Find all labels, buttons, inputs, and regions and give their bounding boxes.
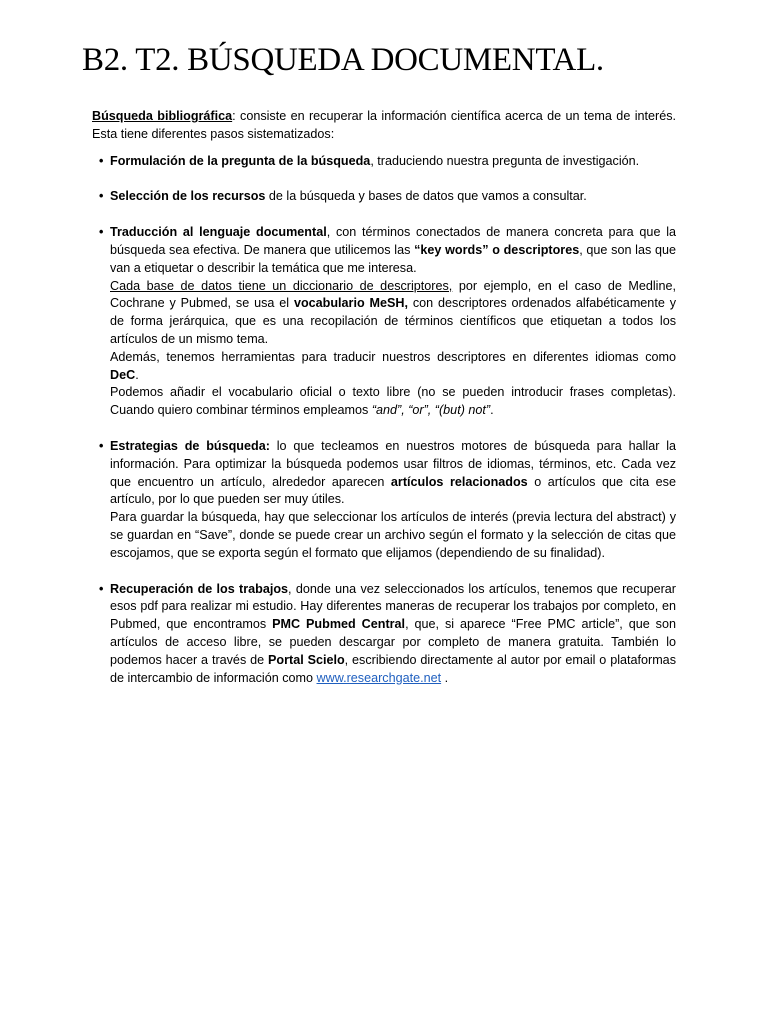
steps-list <box>92 153 676 688</box>
item-title: Recuperación de los trabajos <box>110 581 289 596</box>
item-title: Estrategias de búsqueda: <box>110 438 270 453</box>
document-body <box>92 108 676 705</box>
page-title: B2. T2. BÚSQUEDA DOCUMENTAL. <box>82 42 604 78</box>
item-title: Formulación de la pregunta de la búsqueda <box>110 153 371 168</box>
list-item-estrategias: • Estrategias de búsqueda: lo que tecleamos en nuestros motores de búsqueda para hallar la información. Para optimizar la búsqueda podemos usar filtros de idiomas, términos, etc. Cada vez que encuentro un artículo, alrededor aparecen artículos relacionados o artículos que cita ese artículo, por lo que pueden ser muy útiles. Para guardar la búsqueda, hay que seleccionar los artículos de interés (previa lectura del abstract) y se guardan en “Save”, donde se puede crear un archivo según el formato y la selección de citas que escojamos, que se exporta según el formato que elijamos (dependiendo de su finalidad). <box>92 438 676 563</box>
list-item-seleccion: • Selección de los recursos de la búsqueda y bases de datos que vamos a consultar. <box>92 188 676 206</box>
list-item-traduccion: • Traducción al lenguaje documental, con términos conectados de manera concreta para que la búsqueda sea efectiva. De manera que utilicemos las “key words” o descriptores, que son las que van a etiquetar o describir la temática que me interesa. Cada base de datos tiene un diccionario de descriptores, por ejemplo, en el caso de Medline, Cochrane y Pubmed, se usa el vocabulario MeSH, con descriptores ordenados alfabéticamente y de forma jerárquica, que es una recopilación de términos científicos que etiquetan a todos los artículos de un mismo tema. Además, tenemos herramientas para traducir nuestros descriptores en diferentes idiomas como DeC. Podemos añadir el vocabulario oficial o texto libre (no se pueden introducir frases completas). Cuando quiero combinar términos empleamos “and”, “or”, “(but) not”. <box>92 224 676 420</box>
list-item-formulacion: • Formulación de la pregunta de la búsqueda, traduciendo nuestra pregunta de investigación. <box>92 153 676 171</box>
item-title: Traducción al lenguaje documental <box>110 225 327 240</box>
item-title: Selección de los recursos <box>110 189 266 204</box>
list-item-recuperacion: • Recuperación de los trabajos, donde una vez seleccionados los artículos, tenemos que recuperar esos pdf para realizar mi estudio. Hay diferentes maneras de recuperar los trabajos por completo, en Pubmed, que encontramos PMC Pubmed Central, que, si aparece “Free PMC article”, que son artículos de acceso libre, se pueden descargar por completo de manera gratuita. También lo podemos hacer a través de Portal Scielo, escribiendo directamente al autor por email o plataformas de intercambio de información como www.researchgate.net . <box>92 581 676 688</box>
researchgate-link[interactable]: www.researchgate.net <box>316 670 442 685</box>
intro-lead: Búsqueda bibliográfica <box>92 109 233 123</box>
intro-text: : consiste en recuperar la información científica acerca de un tema de interés. Esta tiene diferentes pasos sistematizados: <box>92 109 676 141</box>
intro-paragraph <box>92 108 676 144</box>
underlined-phrase: Cada base de datos tiene un diccionario de descriptores, <box>110 278 453 293</box>
